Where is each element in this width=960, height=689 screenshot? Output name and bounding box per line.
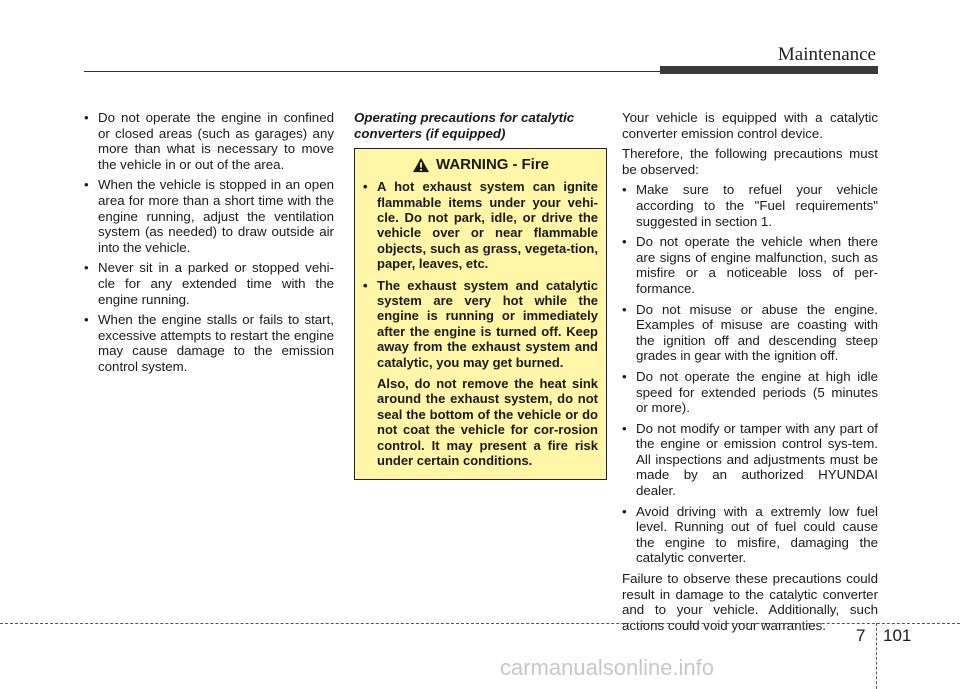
list-item: • Do not operate the vehicle when there are signs of engine malfunction, such as misfire or a noticeable loss of per-formance. xyxy=(622,234,878,296)
left-column xyxy=(84,110,334,380)
warning-header xyxy=(363,157,598,173)
list-item: • Do not operate the engine at high idle speed for extended periods (5 minutes or more). xyxy=(622,369,878,416)
right-column xyxy=(622,110,878,638)
warning-word: WARNING xyxy=(435,156,509,174)
warning-bullet-list xyxy=(363,179,598,370)
closing-paragraph: Failure to observe these precautions could result in damage to the catalytic converter and to your vehicle. Additionally, such actions could void your warranties. xyxy=(622,571,878,633)
list-item: • Do not misuse or abuse the engine. Examples of misuse are coasting with the ignition off and descending steep grades in gear with the ignition off. xyxy=(622,302,878,364)
warning-box xyxy=(354,148,607,479)
left-bullet-list xyxy=(84,110,334,375)
watermark: carmanualsonline.info xyxy=(500,655,715,680)
intro-paragraph: Therefore, the following precautions must be observed: xyxy=(622,146,878,177)
list-item: • Never sit in a parked or stopped vehi-cle for any extended time with the engine running. xyxy=(84,260,334,307)
list-item: • Do not modify or tamper with any part of the engine or emission control sys-tem. All inspections and adjustments must be made by an authorized HYUNDAI dealer. xyxy=(622,421,878,499)
footer-divider xyxy=(876,623,877,689)
list-item: • Make sure to refuel your vehicle according to the "Fuel requirements" suggested in section 1. xyxy=(622,182,878,229)
list-item: • A hot exhaust system can ignite flammable items under your vehi-cle. Do not park, idle, or drive the vehicle over or near flammable objects, such as grass, vegeta-tion, paper, leaves, etc. xyxy=(363,179,598,271)
warning-topic: Fire xyxy=(521,156,549,174)
list-item: • Do not operate the engine in confined or closed areas (such as garages) any more than what is necessary to move the vehicle in or out of the area. xyxy=(84,110,334,172)
chapter-number: 7 xyxy=(856,626,866,645)
list-item: • The exhaust system and catalytic system are very hot while the engine is running or immediately after the engine is turned off. Keep away from the exhaust system and catalytic, you may get burned. xyxy=(363,278,598,370)
header-rule-thin xyxy=(84,71,660,72)
section-title: Maintenance xyxy=(777,44,876,65)
middle-column xyxy=(354,110,607,480)
warning-triangle-icon xyxy=(412,157,430,173)
footer-rule xyxy=(0,623,960,624)
right-bullet-list xyxy=(622,182,878,566)
page-number: 101 xyxy=(883,626,912,645)
list-item: • Avoid driving with a extremly low fuel level. Running out of fuel could cause the engine to misfire, damaging the catalytic converter. xyxy=(622,504,878,566)
list-item: • When the engine stalls or fails to start, excessive attempts to restart the engine may cause damage to the emission control system. xyxy=(84,312,334,374)
warning-separator: - xyxy=(512,156,518,174)
warning-continuation: Also, do not remove the heat sink around the exhaust system, do not seal the bottom of the vehicle or do not coat the vehicle for cor-rosion control. It may present a fire risk under certain conditions. xyxy=(377,376,598,469)
catalytic-heading: Operating precautions for catalytic converters (if equipped) xyxy=(354,110,575,141)
list-item: • When the vehicle is stopped in an open area for more than a short time with the engine running, adjust the ventilation system (as needed) to draw outside air into the vehicle. xyxy=(84,177,334,255)
intro-paragraph: Your vehicle is equipped with a catalytic converter emission control device. xyxy=(622,110,878,141)
header-rule-thick xyxy=(660,66,878,74)
